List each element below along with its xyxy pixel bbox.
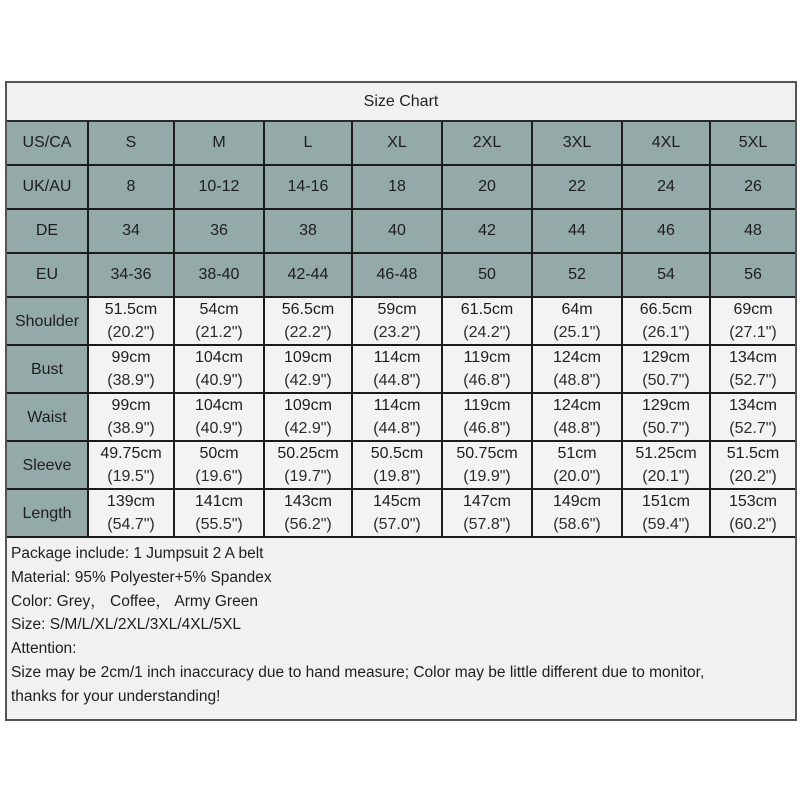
size-cell: 5XL: [710, 122, 795, 165]
measurement-row: [7, 297, 795, 345]
measurement-cell: [352, 489, 442, 537]
measurement-cell: [174, 297, 264, 345]
measurement-cm: 134cm: [728, 349, 778, 366]
measurement-cm: 134cm: [728, 397, 778, 414]
measurement-cell: [710, 345, 795, 393]
size-cell: 22: [532, 165, 622, 209]
size-cell: 8: [88, 165, 174, 209]
measurement-cell: [532, 297, 622, 345]
measurement-cell: [622, 345, 710, 393]
measurement-inch: (52.7"): [729, 420, 777, 437]
note-attention-text: Size may be 2cm/1 inch inaccuracy due to hand measure; Color may be little different due to monitor,: [11, 663, 705, 681]
measurement-cell: [174, 345, 264, 393]
measurement-cm: 114cm: [373, 397, 421, 414]
measurement-cell: [442, 489, 532, 537]
size-cell: 26: [710, 165, 795, 209]
measurement-inch: (42.9"): [284, 372, 332, 389]
size-cell: 20: [442, 165, 532, 209]
measurement-cm: 114cm: [373, 349, 421, 366]
measurement-cell: [442, 393, 532, 441]
size-cell: 42: [442, 209, 532, 253]
measurement-cell: [622, 393, 710, 441]
measurement-cell: [442, 297, 532, 345]
measurement-inch: (20.1"): [642, 468, 690, 485]
measurement-inch: (59.4"): [642, 516, 690, 533]
measurement-label: Waist: [7, 393, 88, 441]
measurement-inch: (60.2"): [729, 516, 777, 533]
measurement-cell: [174, 489, 264, 537]
measurement-cell: [88, 345, 174, 393]
measurement-cm: 139cm: [106, 493, 156, 510]
size-cell: 52: [532, 253, 622, 297]
size-cell: 24: [622, 165, 710, 209]
measurement-cell: [88, 441, 174, 489]
measurement-cell: [442, 441, 532, 489]
measurement-inch: (50.7"): [642, 372, 690, 389]
note-material: Material: 95% Polyester+5% Spandex: [11, 568, 272, 586]
size-cell: 18: [352, 165, 442, 209]
measurement-inch: (26.1"): [642, 324, 690, 341]
size-cell: 38: [264, 209, 352, 253]
measurement-inch: (57.0"): [373, 516, 421, 533]
size-system-label: EU: [7, 253, 88, 297]
measurement-inch: (56.2"): [284, 516, 332, 533]
measurement-inch: (22.2"): [284, 324, 332, 341]
measurement-cell: [532, 441, 622, 489]
size-cell: S: [88, 122, 174, 165]
size-cell: 46: [622, 209, 710, 253]
size-cell: 56: [710, 253, 795, 297]
size-cell: 34-36: [88, 253, 174, 297]
measurement-inch: (23.2"): [373, 324, 421, 341]
measurement-cm: 61.5cm: [460, 301, 514, 318]
size-chart: [5, 81, 797, 721]
measurement-cm: 64m: [561, 301, 593, 318]
measurement-inch: (44.8"): [373, 372, 421, 389]
product-notes: [7, 538, 795, 709]
measurement-inch: (54.7"): [107, 516, 155, 533]
measurement-cell: [264, 489, 352, 537]
measurement-inch: (40.9"): [195, 420, 243, 437]
measurement-inch: (58.6"): [553, 516, 601, 533]
measurement-cm: 56.5cm: [281, 301, 335, 318]
measurement-cm: 129cm: [641, 397, 691, 414]
size-cell: 48: [710, 209, 795, 253]
measurement-inch: (19.5"): [107, 468, 155, 485]
size-cell: 38-40: [174, 253, 264, 297]
measurement-cell: [264, 345, 352, 393]
measurement-cell: [710, 441, 795, 489]
size-system-label: DE: [7, 209, 88, 253]
measurement-cell: [352, 393, 442, 441]
size-system-row: [7, 122, 795, 165]
measurement-cell: [174, 441, 264, 489]
measurement-cm: 109cm: [283, 397, 333, 414]
measurement-cm: 129cm: [641, 349, 691, 366]
size-cell: 46-48: [352, 253, 442, 297]
measurement-cell: [622, 441, 710, 489]
measurement-cell: [264, 441, 352, 489]
size-cell: 54: [622, 253, 710, 297]
measurement-inch: (52.7"): [729, 372, 777, 389]
measurement-inch: (19.7"): [284, 468, 332, 485]
measurement-inch: (48.8"): [553, 420, 601, 437]
measurement-cm: 51cm: [557, 445, 597, 462]
size-system-row: [7, 165, 795, 209]
measurement-cm: 124cm: [552, 397, 602, 414]
measurement-cm: 69cm: [733, 301, 773, 318]
measurement-cm: 50.25cm: [277, 445, 339, 462]
measurement-cm: 51.5cm: [726, 445, 780, 462]
measurement-inch: (27.1"): [729, 324, 777, 341]
measurement-inch: (55.5"): [195, 516, 243, 533]
measurement-inch: (20.2"): [107, 324, 155, 341]
measurement-cell: [442, 345, 532, 393]
measurement-label: Bust: [7, 345, 88, 393]
measurement-inch: (20.0"): [553, 468, 601, 485]
measurement-cell: [710, 297, 795, 345]
measurement-cm: 51.5cm: [104, 301, 158, 318]
size-cell: 36: [174, 209, 264, 253]
size-cell: 42-44: [264, 253, 352, 297]
measurement-inch: (25.1"): [553, 324, 601, 341]
size-system-row: [7, 253, 795, 297]
measurement-inch: (19.6"): [195, 468, 243, 485]
measurement-cell: [174, 393, 264, 441]
measurement-cm: 99cm: [111, 349, 151, 366]
note-color: Color: Grey， Coffee， Army Green: [11, 592, 258, 610]
measurement-cell: [352, 297, 442, 345]
measurement-cm: 141cm: [194, 493, 244, 510]
measurement-row: [7, 345, 795, 393]
measurement-cm: 49.75cm: [100, 445, 162, 462]
measurement-cm: 153cm: [728, 493, 778, 510]
measurement-cell: [264, 393, 352, 441]
measurement-inch: (42.9"): [284, 420, 332, 437]
size-cell: 50: [442, 253, 532, 297]
size-cell: 34: [88, 209, 174, 253]
measurement-label: Length: [7, 489, 88, 537]
measurement-cm: 104cm: [194, 349, 244, 366]
size-cell: 40: [352, 209, 442, 253]
measurement-cm: 50.5cm: [370, 445, 424, 462]
measurement-cm: 50.75cm: [456, 445, 518, 462]
measurement-cm: 151cm: [641, 493, 691, 510]
measurement-cm: 59cm: [377, 301, 417, 318]
measurement-cell: [532, 393, 622, 441]
note-sizes: Size: S/M/L/XL/2XL/3XL/4XL/5XL: [11, 616, 242, 634]
measurement-cell: [264, 297, 352, 345]
measurement-cell: [622, 489, 710, 537]
size-cell: M: [174, 122, 264, 165]
measurement-inch: (48.8"): [553, 372, 601, 389]
measurement-cell: [622, 297, 710, 345]
measurement-cm: 119cm: [463, 397, 511, 414]
size-system-row: [7, 209, 795, 253]
measurement-inch: (21.2"): [195, 324, 243, 341]
size-cell: 10-12: [174, 165, 264, 209]
measurement-cm: 99cm: [111, 397, 151, 414]
measurement-cell: [352, 441, 442, 489]
measurement-cm: 143cm: [283, 493, 333, 510]
measurement-cm: 66.5cm: [639, 301, 693, 318]
measurement-cell: [352, 345, 442, 393]
measurement-inch: (20.2"): [729, 468, 777, 485]
size-system-label: US/CA: [7, 122, 88, 165]
measurement-inch: (46.8"): [463, 372, 511, 389]
size-table: [7, 122, 795, 538]
measurement-inch: (38.9"): [107, 420, 155, 437]
measurement-cm: 119cm: [463, 349, 511, 366]
measurement-cm: 104cm: [194, 397, 244, 414]
measurement-cm: 124cm: [552, 349, 602, 366]
measurement-inch: (38.9"): [107, 372, 155, 389]
note-attention-label: Attention:: [11, 640, 77, 658]
measurement-cell: [710, 393, 795, 441]
measurement-cell: [532, 345, 622, 393]
measurement-inch: (24.2"): [463, 324, 511, 341]
measurement-row: [7, 441, 795, 489]
measurement-cell: [88, 393, 174, 441]
measurement-inch: (40.9"): [195, 372, 243, 389]
size-cell: 4XL: [622, 122, 710, 165]
measurement-inch: (50.7"): [642, 420, 690, 437]
measurement-row: [7, 489, 795, 537]
measurement-inch: (46.8"): [463, 420, 511, 437]
measurement-cm: 51.25cm: [635, 445, 697, 462]
size-cell: L: [264, 122, 352, 165]
chart-title: Size Chart: [7, 83, 795, 122]
size-cell: 3XL: [532, 122, 622, 165]
measurement-cell: [88, 297, 174, 345]
measurement-cm: 50cm: [199, 445, 239, 462]
measurement-cell: [532, 489, 622, 537]
measurement-inch: (44.8"): [373, 420, 421, 437]
size-cell: 14-16: [264, 165, 352, 209]
size-cell: 44: [532, 209, 622, 253]
measurement-cm: 54cm: [199, 301, 239, 318]
measurement-cm: 145cm: [372, 493, 422, 510]
measurement-inch: (19.9"): [463, 468, 511, 485]
measurement-row: [7, 393, 795, 441]
measurement-inch: (57.8"): [463, 516, 511, 533]
size-cell: XL: [352, 122, 442, 165]
measurement-cm: 147cm: [462, 493, 512, 510]
measurement-cm: 109cm: [283, 349, 333, 366]
measurement-cell: [710, 489, 795, 537]
size-system-label: UK/AU: [7, 165, 88, 209]
measurement-cell: [88, 489, 174, 537]
note-package: Package include: 1 Jumpsuit 2 A belt: [11, 545, 264, 562]
measurement-inch: (19.8"): [373, 468, 421, 485]
note-thanks: thanks for your understanding!: [11, 687, 221, 705]
size-cell: 2XL: [442, 122, 532, 165]
measurement-label: Sleeve: [7, 441, 88, 489]
measurement-cm: 149cm: [552, 493, 602, 510]
measurement-label: Shoulder: [7, 297, 88, 345]
